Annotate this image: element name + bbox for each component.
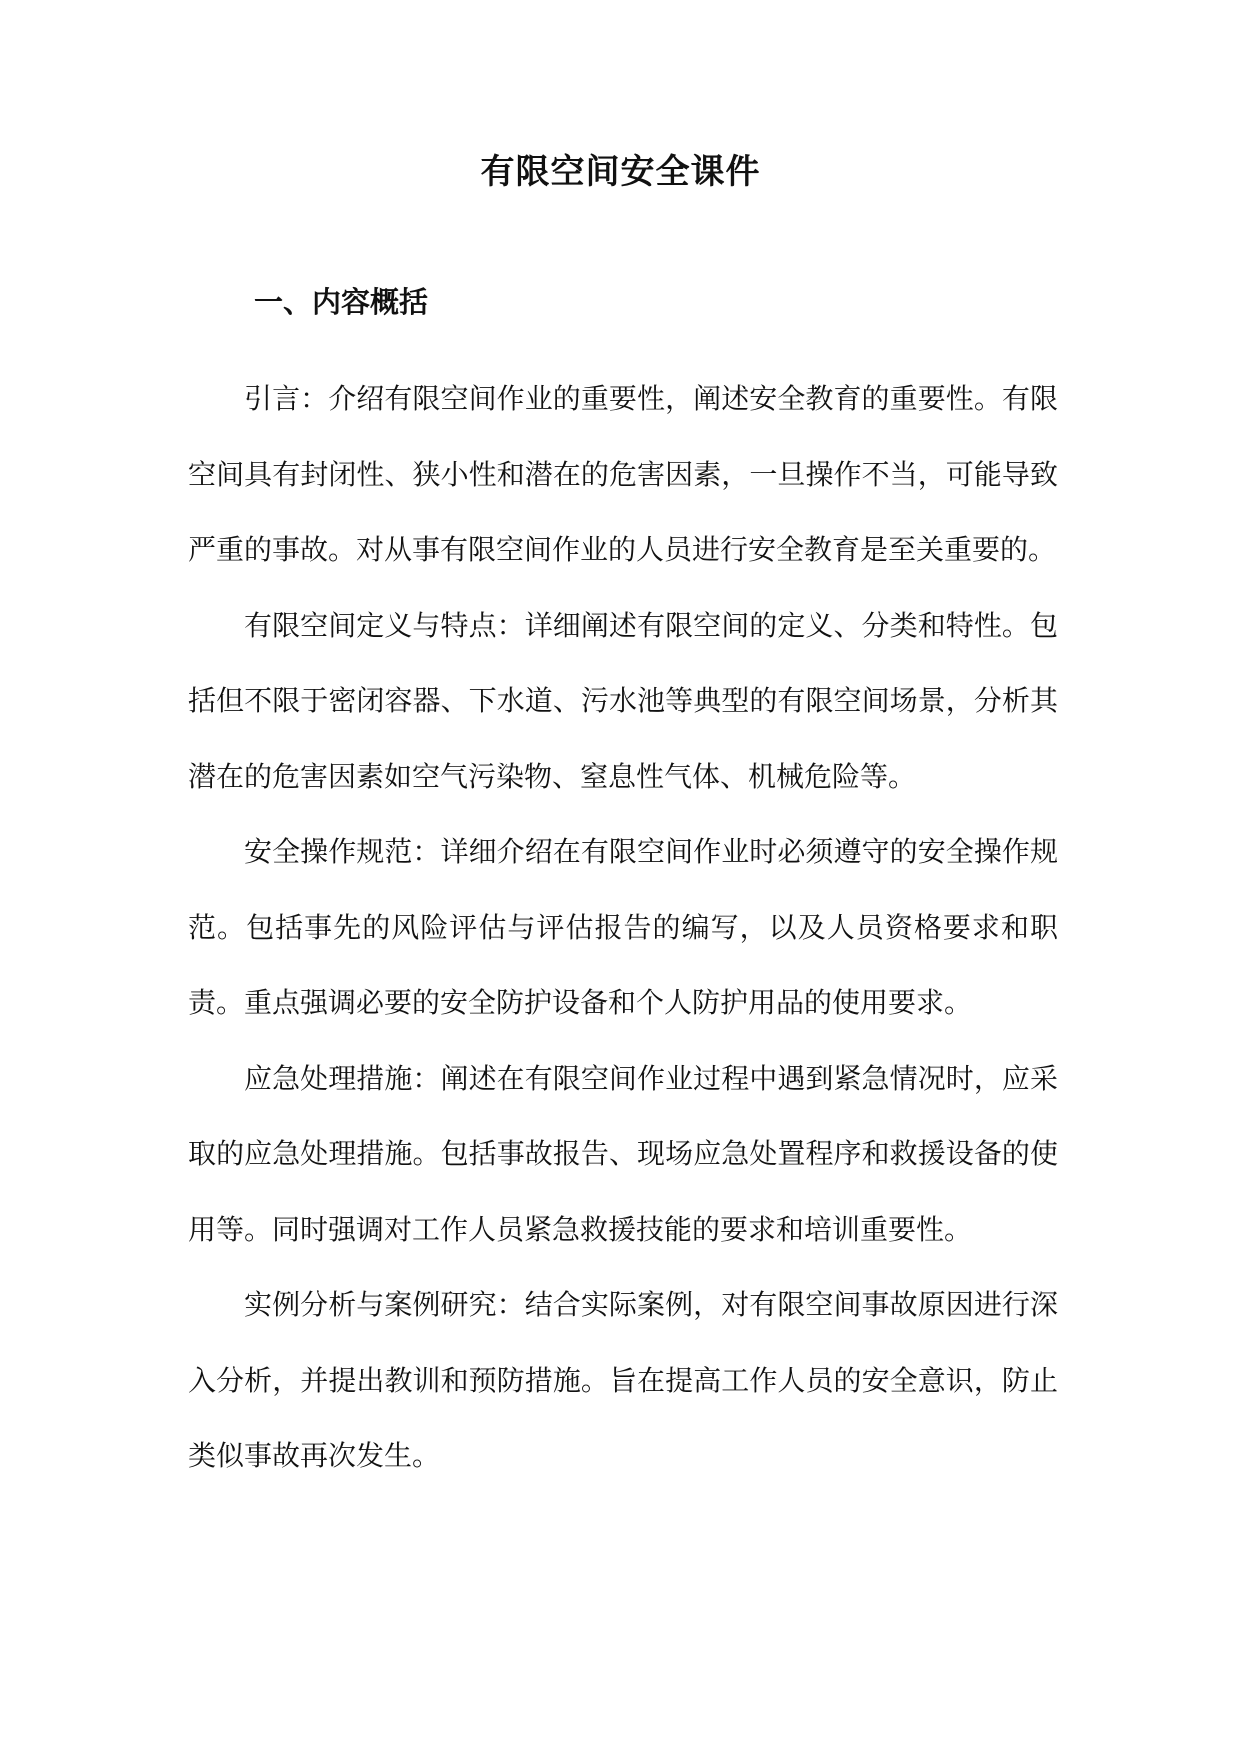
paragraph-safety-rules: 安全操作规范：详细介绍在有限空间作业时必须遵守的安全操作规范。包括事先的风险评估与评估报告的编写，以及人员资格要求和职责。重点强调必要的安全防护设备和个人防护用品的使用要求。: [188, 835, 1058, 1019]
document-title: 有限空间安全课件: [480, 152, 761, 192]
paragraph-emergency: 应急处理措施：阐述在有限空间作业过程中遇到紧急情况时，应采取的应急处理措施。包括事故报告、现场应急处置程序和救援设备的使用等。同时强调对工作人员紧急救援技能的要求和培训重要性。: [188, 1061, 1058, 1246]
paragraph-case-study: 实例分析与案例研究：结合实际案例，对有限空间事故原因进行深入分析，并提出教训和预防措施。旨在提高工作人员的安全意识，防止类似事故再次发生。: [188, 1288, 1058, 1472]
document-body: [188, 361, 1058, 1494]
section-heading: 一、内容概括: [254, 285, 429, 319]
paragraph-definition: 有限空间定义与特点：详细阐述有限空间的定义、分类和特性。包括但不限于密闭容器、下水道、污水池等典型的有限空间场景，分析其潜在的危害因素如空气污染物、窒息性气体、机械危险等。: [188, 608, 1058, 793]
paragraph-introduction: 引言：介绍有限空间作业的重要性，阐述安全教育的重要性。有限空间具有封闭性、狭小性和潜在的危害因素，一旦操作不当，可能导致严重的事故。对从事有限空间作业的人员进行安全教育是至关重要的。: [188, 382, 1058, 566]
